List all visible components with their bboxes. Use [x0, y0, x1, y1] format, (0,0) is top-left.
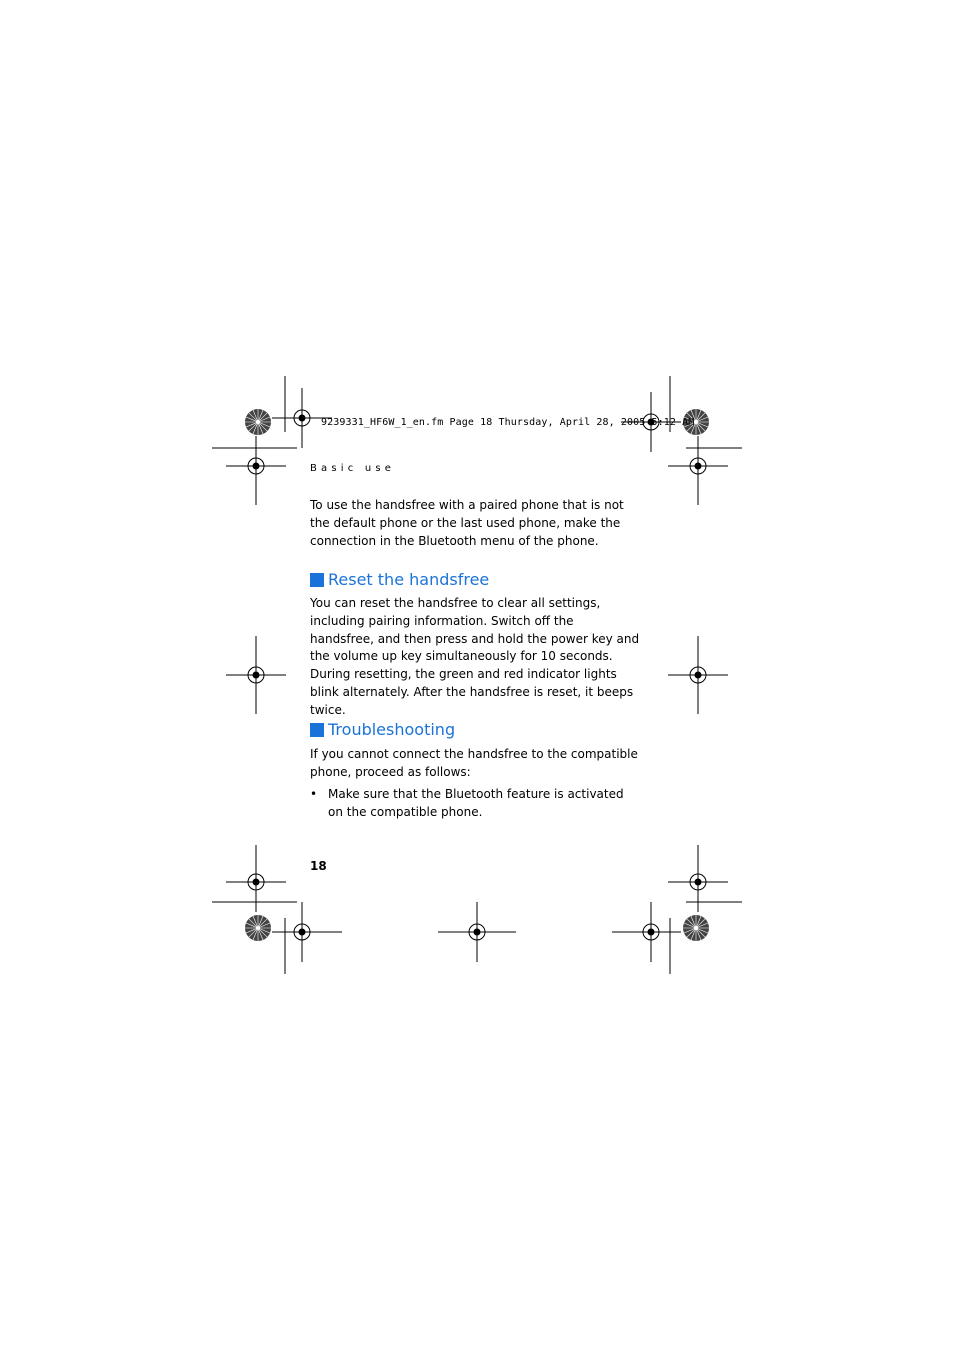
reset-paragraph: You can reset the handsfree to clear all settings, including pairing information. Switch off the handsfree, and then press and hold the power key and the volume up key simultaneously for 10 seconds. During resetting, the green and red indicator lights blink alternately. After the handsfree is reset, it beeps twice.	[310, 596, 640, 717]
page-number: 18	[310, 859, 327, 873]
troubleshooting-paragraph: If you cannot connect the handsfree to the compatible phone, proceed as follows:	[310, 747, 638, 779]
section-heading-troubleshooting-text: Troubleshooting	[328, 720, 456, 739]
starburst-mark-bottom-left	[245, 915, 271, 941]
bullet-dot-icon: •	[310, 787, 318, 801]
starburst-mark-bottom-right	[683, 915, 709, 941]
running-head: Basic use	[310, 463, 396, 474]
square-bullet-icon	[310, 573, 324, 587]
section-heading-reset	[310, 570, 489, 589]
section-heading-reset-text: Reset the handsfree	[328, 570, 490, 589]
square-bullet-icon	[310, 723, 324, 737]
intro-paragraph: To use the handsfree with a paired phone that is not the default phone or the last used phone, make the connection in the Bluetooth menu of the phone.	[310, 498, 624, 548]
list-item-text: Make sure that the Bluetooth feature is activated on the compatible phone.	[328, 787, 624, 819]
file-slug-line: 9239331_HF6W_1_en.fm Page 18 Thursday, April 28, 2005 5:12 AM	[321, 417, 695, 428]
starburst-mark-top-left	[245, 409, 271, 435]
section-heading-troubleshooting	[310, 720, 455, 739]
